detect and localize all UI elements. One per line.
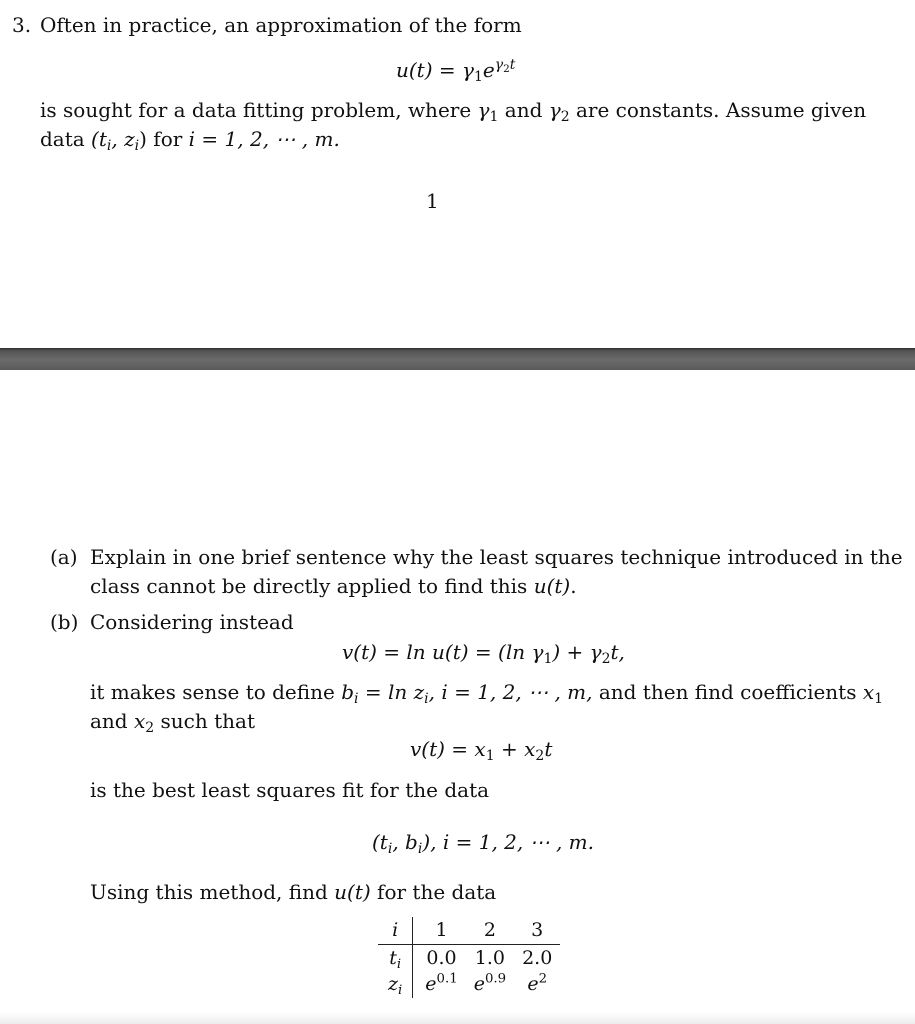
table-header-row <box>378 917 560 944</box>
row-label-t: $t_i$ <box>378 944 413 971</box>
table-cell: 1.0 <box>474 946 505 969</box>
problem-intro: Often in practice, an approximation of the form <box>40 13 522 37</box>
equation-fit: $v(t) = x_1 + x_2t$ <box>410 737 553 765</box>
equation-v-t: v(t) = ln u(t) = (ln $\gamma_1) + \gamma_2t$, <box>342 640 625 668</box>
problem-line-2: is sought for a data fitting problem, where $\gamma_1$ and $\gamma_2$ are constants. Assume given <box>40 98 867 126</box>
best-fit-text: is the best least squares fit for the data <box>90 778 490 802</box>
problem-number: 3. <box>12 13 32 37</box>
part-a-label: (a) <box>50 545 78 569</box>
table-cell: $e^2$ <box>527 972 548 996</box>
equation-u-t: $u(t) = \gamma_1e^{\gamma_2t}$ <box>396 57 516 86</box>
part-a-line-2: class cannot be directly applied to find this u(t). <box>90 574 577 598</box>
data-table <box>378 917 560 998</box>
equation-data-pairs: ($t_i$, $b_i$), i = 1, 2, ⋯ , m. <box>372 830 595 858</box>
page-number: 1 <box>426 189 439 213</box>
using-method-text: Using this method, find u(t) for the data <box>90 880 497 904</box>
table-cell: $e^{0.9}$ <box>473 972 507 996</box>
table-cell: 2.0 <box>522 946 553 969</box>
table-cell: 1 <box>413 917 466 944</box>
table-cell: $e^{0.1}$ <box>425 972 458 996</box>
part-b-intro: Considering instead <box>90 610 294 634</box>
part-b-line-2: and $x_2$ such that <box>90 709 255 737</box>
table-row-z <box>378 971 560 998</box>
problem-line-3: data ($t_i$, $z_i$) for i = 1, 2, ⋯ , m. <box>40 127 340 155</box>
page-divider <box>0 348 915 370</box>
table-row-t <box>378 944 560 971</box>
row-label-z: $z_i$ <box>378 971 413 998</box>
table-cell: 3 <box>514 917 560 944</box>
part-b-line-1: it makes sense to define $b_i = \ln z_i$, i = 1, 2, ⋯ , m, and then find coefficients $x_1$ <box>90 680 884 708</box>
part-b-label: (b) <box>50 610 79 634</box>
table-cell: 0.0 <box>426 946 457 969</box>
page-bottom-edge <box>0 1012 915 1024</box>
row-label-i: i <box>378 917 413 944</box>
table-cell: 2 <box>466 917 514 944</box>
part-a-line-1: Explain in one brief sentence why the least squares technique introduced in the <box>90 545 903 569</box>
